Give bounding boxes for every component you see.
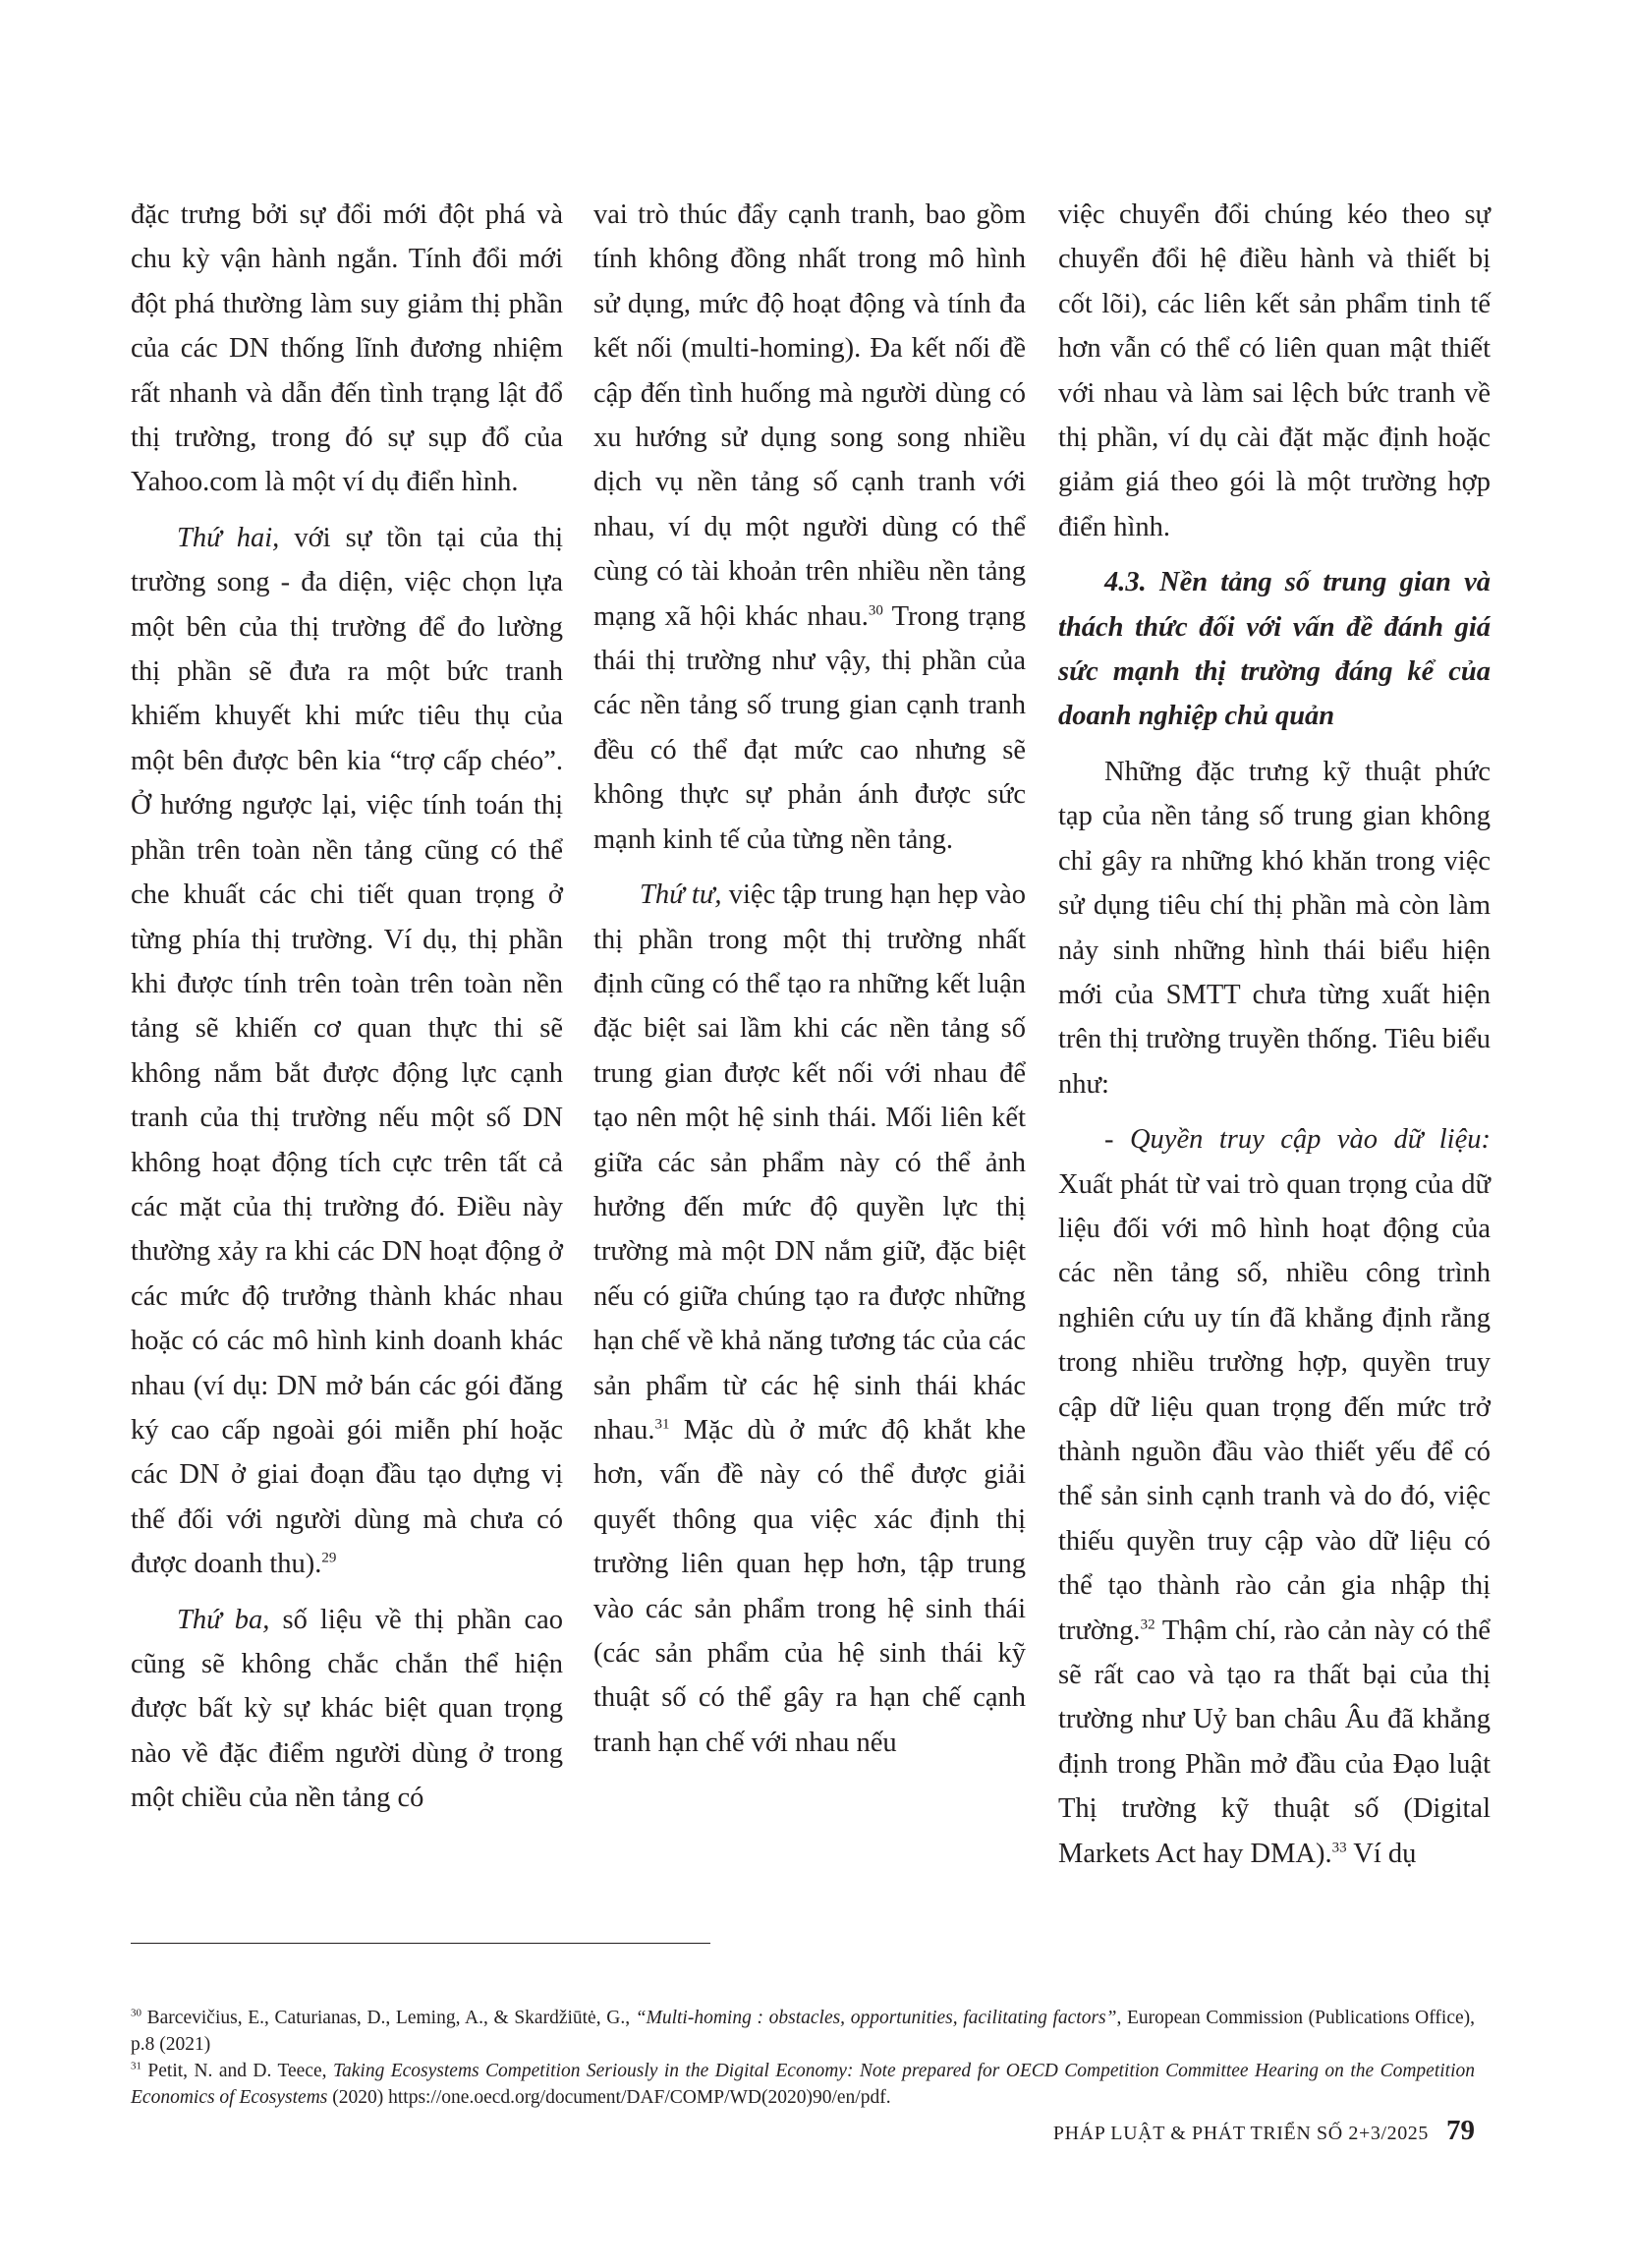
section-heading: 4.3. Nền tảng số trung gian và thách thức đối với vấn đề đánh giá sức mạnh thị trường đáng kể của doanh nghiệp chủ quản	[1058, 567, 1491, 732]
paragraph: - Quyền truy cập vào dữ liệu: Xuất phát từ vai trò quan trọng của dữ liệu đối với mô hình hoạt động của các nền tảng số, nhiều công trình nghiên cứu uy tín đã khẳng định rằng trong nhiều trường hợp, quyền truy cập dữ liệu quan trọng đến mức trở thành nguồn đầu vào thiết yếu để có thể sản sinh cạnh tranh và do đó, việc thiếu quyền truy cập vào dữ liệu có thể tạo thành rào cản gia nhập thị trường.$^{32}$ Thậm chí, rào cản này có thể sẽ rất cao và tạo ra thất bại của thị trường như Uỷ ban châu Âu đã khẳng định trong Phần mở đầu của Đạo luật Thị trường kỹ thuật số (Digital Markets Act hay DMA).$^{33}$ Ví dụ	[1058, 1124, 1491, 1869]
paragraph-lead: Thứ hai,	[177, 522, 280, 553]
journal-name: PHÁP LUẬT & PHÁT TRIỂN SỐ 2+3/2025	[1052, 2123, 1429, 2144]
paragraph: Thứ hai, với sự tồn tại của thị trường song - đa diện, việc chọn lựa một bên của thị trường để đo lường thị phần sẽ đưa ra một bức tranh khiếm khuyết khi mức tiêu thụ của một bên được bên kia “trợ cấp chéo”. Ở hướng ngược lại, việc tính toán thị phần trên toàn nền tảng cũng có thể che khuất các chi tiết quan trọng ở từng phía thị trường. Ví dụ, thị phần khi được tính trên toàn trên toàn nền tảng sẽ khiến cơ quan thực thi sẽ không nắm bắt được động lực cạnh tranh của thị trường nếu một số DN không hoạt động tích cực trên tất cả các mặt của thị trường đó. Điều này thường xảy ra khi các DN hoạt động ở các mức độ trưởng thành khác nhau hoặc có các mô hình kinh doanh khác nhau (ví dụ: DN mở bán các gói đăng ký cao cấp ngoài gói miễn phí hoặc các DN ở giai đoạn đầu tạo dựng vị thế đối với người dùng mà chưa có được doanh thu).$^{29}$	[131, 522, 563, 1580]
text-column-2	[593, 193, 1026, 1776]
paragraph-lead: Thứ tư,	[640, 879, 722, 911]
paragraph: Thứ ba, số liệu về thị phần cao cũng sẽ không chắc chắn thể hiện được bất kỳ sự khác biệt quan trọng nào về đặc điểm người dùng ở trong một chiều của nền tảng có	[131, 1604, 563, 1814]
paragraph: việc chuyển đổi chúng kéo theo sự chuyển đổi hệ điều hành và thiết bị cốt lõi), các liên kết sản phẩm tinh tế hơn vẫn có thể có liên quan mật thiết với nhau và làm sai lệch bức tranh về thị phần, ví dụ cài đặt mặc định hoặc giảm giá theo gói là một trường hợp điển hình.	[1058, 199, 1491, 542]
paragraph: vai trò thúc đẩy cạnh tranh, bao gồm tính không đồng nhất trong mô hình sử dụng, mức độ hoạt động và tính đa kết nối (multi-homing). Đa kết nối đề cập đến tình huống mà người dùng có xu hướng sử dụng song song nhiều dịch vụ nền tảng số cạnh tranh với nhau, ví dụ một người dùng có thể cùng có tài khoản trên nhiều nền tảng mạng xã hội khác nhau.$^{30}$ Trong trạng thái thị trường như vậy, thị phần của các nền tảng số trung gian cạnh tranh đều có thể đạt mức cao nhưng sẽ không thực sự phản ánh được sức mạnh kinh tế của từng nền tảng.	[593, 199, 1026, 855]
paragraph: Những đặc trưng kỹ thuật phức tạp của nền tảng số trung gian không chỉ gây ra những khó khăn trong việc sử dụng tiêu chí thị phần mà còn làm nảy sinh những hình thái biểu hiện mới của SMTT chưa từng xuất hiện trên thị trường truyền thống. Tiêu biểu như:	[1058, 756, 1491, 1100]
footnote-link[interactable]: (2020) https://one.oecd.org/document/DAF/COMP/WD(2020)90/en/pdf.	[327, 2087, 891, 2108]
paragraph: đặc trưng bởi sự đổi mới đột phá và chu kỳ vận hành ngắn. Tính đổi mới đột phá thường làm suy giảm thị phần của các DN thống lĩnh đương nhiệm rất nhanh và dẫn đến tình trạng lật đổ thị trường, trong đó sự sụp đổ của Yahoo.com là một ví dụ điển hình.	[131, 199, 563, 498]
page-footer	[1053, 2115, 1475, 2147]
page-number: 79	[1446, 2115, 1475, 2146]
text-column-1	[131, 193, 563, 1832]
footnotes	[131, 2005, 1475, 2111]
text-column-3	[1058, 193, 1491, 1887]
footnote-ref[interactable]: 30	[868, 602, 883, 619]
footnote-ref[interactable]: 32	[1140, 1616, 1155, 1633]
footnote-31: $^{31}$ Petit, N. and D. Teece, Taking Ecosystems Competition Seriously in the Digital Economy: Note prepared for OECD Competition Committee Hearing on the Competition Economics of Ecosystems (2020) https://one.oecd.org/document/DAF/COMP/WD(2020)90/en/pdf.	[131, 2060, 1476, 2108]
paragraph: Thứ tư, việc tập trung hạn hẹp vào thị phần trong một thị trường nhất định cũng có thể tạo ra những kết luận đặc biệt sai lầm khi các nền tảng số trung gian được kết nối với nhau để tạo nên một hệ sinh thái. Mối liên kết giữa các sản phẩm này có thể ảnh hưởng đến mức độ quyền lực thị trường mà một DN nắm giữ, đặc biệt nếu có giữa chúng tạo ra được những hạn chế về khả năng tương tác của các sản phẩm từ các hệ sinh thái khác nhau.$^{31}$ Mặc dù ở mức độ khắt khe hơn, vấn đề này có thể được giải quyết thông qua việc xác định thị trường liên quan hẹp hơn, tập trung vào các sản phẩm trong hệ sinh thái (các sản phẩm của hệ sinh thái kỹ thuật số có thể gây ra hạn chế cạnh tranh hạn chế với nhau nếu	[593, 879, 1026, 1758]
footnote-separator	[131, 1943, 710, 1944]
paragraph-lead: Thứ ba,	[177, 1604, 270, 1635]
paragraph-lead: - Quyền truy cập vào dữ liệu:	[1104, 1124, 1491, 1156]
footnote-30: $^{30}$ Barcevičius, E., Caturianas, D., Leming, A., & Skardžiūtė, G., “Multi-homing : obstacles, opportunities, facilitating factors”, European Commission (Publications Office), p.8 (2021)	[131, 2007, 1475, 2055]
footnote-ref[interactable]: 31	[654, 1416, 670, 1433]
footnote-ref[interactable]: 29	[321, 1550, 337, 1566]
footnote-ref[interactable]: 33	[1331, 1840, 1347, 1856]
